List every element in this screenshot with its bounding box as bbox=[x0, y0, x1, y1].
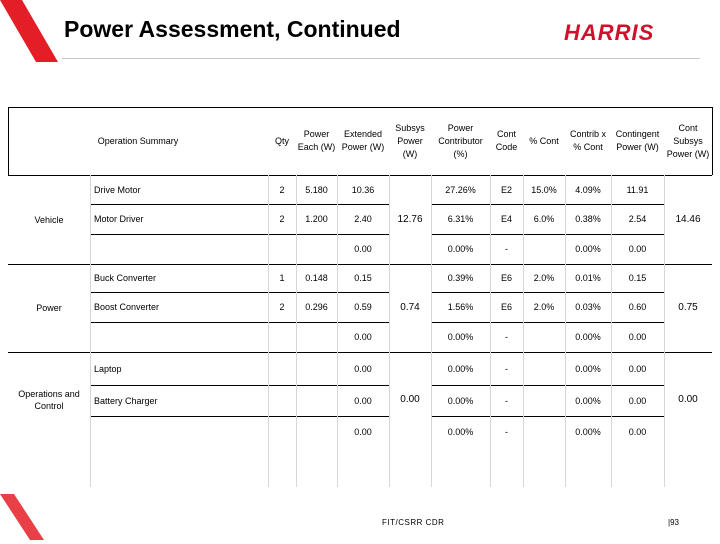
cell-ext: 0.00 bbox=[354, 363, 372, 374]
row-divider bbox=[90, 292, 389, 293]
cell-each: 0.296 bbox=[305, 302, 328, 312]
subsys-power-power: 0.74 bbox=[400, 302, 420, 313]
cell-pct: 15.0% bbox=[531, 184, 557, 195]
cell-ext: 10.36 bbox=[351, 184, 375, 195]
cell-each bbox=[296, 385, 337, 416]
cell-cp: 0.00 bbox=[628, 363, 647, 374]
table-border-right bbox=[712, 107, 713, 175]
column-divider bbox=[664, 175, 665, 487]
cell-ext: 2.40 bbox=[354, 214, 372, 224]
cell-contrib: 6.31% bbox=[447, 214, 474, 224]
cont-subsys-power-power: 0.75 bbox=[678, 302, 698, 313]
cell-cx: 0.03% bbox=[575, 302, 601, 312]
cell-cx: 0.00% bbox=[575, 426, 601, 437]
cell-item bbox=[94, 322, 268, 352]
cell-cx: 0.00% bbox=[575, 363, 601, 374]
cell-qty: 1 bbox=[279, 273, 285, 283]
logo-text: HARRIS bbox=[564, 20, 655, 44]
row-divider bbox=[90, 234, 389, 235]
cell-cx: 0.38% bbox=[575, 214, 601, 224]
cell-pct: 6.0% bbox=[533, 214, 555, 224]
harris-logo bbox=[562, 20, 688, 49]
cell-each bbox=[296, 352, 337, 385]
header-contrib-x-cont: Contrib x % Cont bbox=[569, 129, 606, 152]
cell-cp: 0.15 bbox=[628, 273, 647, 283]
group-label-power: Power bbox=[36, 303, 62, 313]
cell-contrib: 0.00% bbox=[447, 395, 474, 406]
column-divider bbox=[337, 175, 338, 487]
row-divider bbox=[431, 385, 664, 386]
cell-qty bbox=[268, 352, 296, 385]
cont-subsys-power-vehicle: 14.46 bbox=[675, 213, 701, 225]
header-subsys-power: Subsys Power (W) bbox=[395, 122, 425, 159]
cell-qty bbox=[268, 322, 296, 352]
cell-qty: 2 bbox=[279, 302, 285, 312]
column-divider bbox=[268, 175, 269, 487]
cell-contrib: 0.00% bbox=[447, 332, 474, 342]
page-title: Power Assessment, Continued bbox=[64, 16, 401, 42]
group-divider-0 bbox=[8, 264, 712, 265]
cell-item: Laptop bbox=[94, 363, 122, 374]
cell-ext: 0.00 bbox=[354, 244, 372, 254]
cell-ext: 0.15 bbox=[354, 273, 372, 283]
cell-each: 1.200 bbox=[305, 214, 328, 224]
cell-each: 5.180 bbox=[305, 184, 328, 195]
table-border-top bbox=[8, 107, 712, 108]
cell-item: Boost Converter bbox=[94, 302, 160, 312]
row-divider bbox=[90, 385, 389, 386]
red-slash-decoration-bottom bbox=[0, 494, 60, 544]
cell-qty: 2 bbox=[279, 184, 285, 195]
column-divider bbox=[611, 175, 612, 487]
row-divider bbox=[431, 234, 664, 235]
cell-code: - bbox=[505, 426, 508, 437]
table-header-divider bbox=[8, 175, 712, 176]
cell-cp: 0.00 bbox=[628, 426, 647, 437]
group-divider-1 bbox=[8, 352, 712, 353]
cell-qty bbox=[268, 234, 296, 264]
cell-item bbox=[94, 416, 268, 447]
cell-item: Buck Converter bbox=[94, 273, 157, 283]
row-divider bbox=[431, 322, 664, 323]
subsys-power-vehicle: 12.76 bbox=[397, 213, 423, 225]
header-power-contributor: Power Contributor (%) bbox=[438, 122, 483, 159]
cell-cx: 0.00% bbox=[575, 332, 601, 342]
cell-code: E4 bbox=[500, 214, 512, 224]
column-divider bbox=[90, 175, 91, 487]
cell-qty: 2 bbox=[279, 214, 285, 224]
row-divider bbox=[431, 292, 664, 293]
cell-item: Drive Motor bbox=[94, 184, 141, 195]
cell-ext: 0.59 bbox=[354, 302, 372, 312]
cell-pct: 2.0% bbox=[533, 302, 555, 312]
cell-code: E6 bbox=[500, 302, 512, 312]
header-pct-cont: % Cont bbox=[529, 135, 559, 146]
cell-item bbox=[94, 234, 268, 264]
cell-contrib: 0.39% bbox=[447, 273, 474, 283]
cell-contrib: 1.56% bbox=[447, 302, 474, 312]
cell-contrib: 27.26% bbox=[445, 184, 476, 195]
header-operation-summary: Operation Summary bbox=[97, 135, 179, 146]
cell-pct bbox=[523, 322, 565, 352]
group-label-vehicle: Vehicle bbox=[34, 214, 64, 225]
header-cont-subsys-power: Cont Subsys Power (W) bbox=[666, 122, 710, 159]
red-slash-decoration bbox=[0, 0, 60, 70]
cell-pct bbox=[523, 385, 565, 416]
cell-code: - bbox=[505, 395, 508, 406]
cell-cp: 0.00 bbox=[628, 244, 647, 254]
row-divider bbox=[90, 416, 389, 417]
cell-cx: 4.09% bbox=[575, 184, 601, 195]
cell-pct: 2.0% bbox=[533, 273, 555, 283]
cont-subsys-power-operations-and-control: 0.00 bbox=[678, 393, 698, 405]
cell-item: Battery Charger bbox=[94, 395, 158, 406]
cell-code: E6 bbox=[500, 273, 512, 283]
cell-ext: 0.00 bbox=[354, 332, 372, 342]
cell-contrib: 0.00% bbox=[447, 363, 474, 374]
group-label-operations-and-control: Operations and Control bbox=[18, 388, 80, 411]
cell-pct bbox=[523, 234, 565, 264]
column-divider bbox=[389, 175, 390, 487]
header-power-each: Power Each (W) bbox=[297, 129, 336, 152]
title-underline bbox=[62, 58, 700, 59]
cell-contrib: 0.00% bbox=[447, 244, 474, 254]
cell-each: 0.148 bbox=[305, 273, 328, 283]
cell-cx: 0.01% bbox=[575, 273, 601, 283]
cell-contrib: 0.00% bbox=[447, 426, 474, 437]
cell-cp: 0.00 bbox=[628, 332, 647, 342]
row-divider bbox=[431, 416, 664, 417]
cell-cp: 11.91 bbox=[626, 184, 649, 195]
cell-pct bbox=[523, 416, 565, 447]
row-divider bbox=[431, 204, 664, 205]
subsys-power-operations-and-control: 0.00 bbox=[400, 393, 420, 405]
column-divider bbox=[490, 175, 491, 487]
cell-cp: 0.60 bbox=[628, 302, 647, 312]
cell-cx: 0.00% bbox=[575, 395, 601, 406]
column-divider bbox=[296, 175, 297, 487]
header-cont-code: Cont Code bbox=[495, 129, 518, 152]
row-divider bbox=[90, 322, 389, 323]
cell-ext: 0.00 bbox=[354, 395, 372, 406]
header-contingent-power: Contingent Power (W) bbox=[615, 129, 660, 152]
cell-code: - bbox=[505, 363, 508, 374]
cell-code: E2 bbox=[500, 184, 512, 195]
header-qty: Qty bbox=[274, 135, 289, 146]
cell-qty bbox=[268, 385, 296, 416]
table-border-left bbox=[8, 107, 9, 175]
cell-item: Motor Driver bbox=[94, 214, 144, 224]
row-divider bbox=[90, 204, 389, 205]
cell-code: - bbox=[505, 332, 508, 342]
cell-cp: 0.00 bbox=[628, 395, 647, 406]
cell-code: - bbox=[505, 244, 508, 254]
column-divider bbox=[523, 175, 524, 487]
cell-each bbox=[296, 234, 337, 264]
column-divider bbox=[431, 175, 432, 487]
cell-ext: 0.00 bbox=[354, 426, 372, 437]
cell-each bbox=[296, 416, 337, 447]
cell-cx: 0.00% bbox=[575, 244, 601, 254]
cell-cp: 2.54 bbox=[628, 214, 647, 224]
cell-qty bbox=[268, 416, 296, 447]
header-extended-power: Extended Power (W) bbox=[341, 129, 385, 152]
footer-text: FIT/CSRR CDR bbox=[382, 518, 445, 527]
column-divider bbox=[565, 175, 566, 487]
cell-each bbox=[296, 322, 337, 352]
cell-pct bbox=[523, 352, 565, 385]
page-number: |93 bbox=[668, 518, 679, 527]
